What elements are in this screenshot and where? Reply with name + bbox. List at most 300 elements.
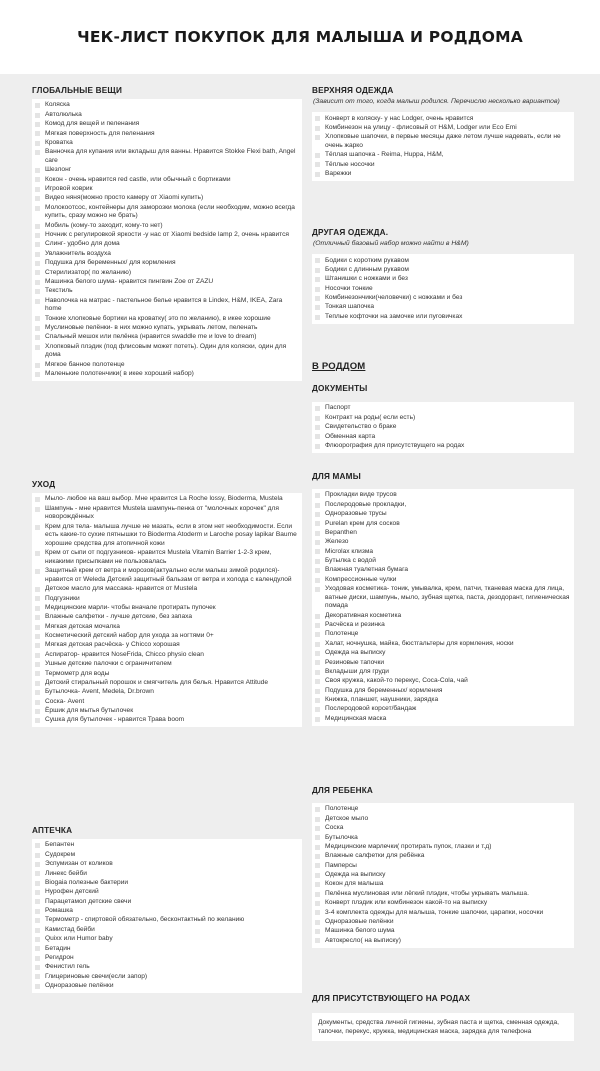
section-pharmacy — [32, 826, 302, 993]
checklist-item[interactable] — [34, 850, 299, 859]
checklist-item[interactable] — [34, 879, 299, 888]
checklist-box — [32, 99, 302, 381]
checkbox-icon[interactable] — [35, 625, 40, 630]
checkbox-icon[interactable] — [315, 559, 320, 564]
checklist-item[interactable] — [34, 669, 299, 678]
checklist-item[interactable] — [34, 342, 299, 360]
checklist-item[interactable] — [314, 908, 571, 917]
checklist-item[interactable] — [34, 148, 299, 166]
checklist-item[interactable] — [34, 954, 299, 963]
checklist-item[interactable] — [314, 824, 571, 833]
checkbox-icon[interactable] — [35, 862, 40, 867]
checkbox-icon[interactable] — [315, 670, 320, 675]
checkbox-icon[interactable] — [315, 717, 320, 722]
checklist-item[interactable] — [34, 296, 299, 314]
checkbox-icon[interactable] — [315, 434, 320, 439]
checklist-item[interactable] — [314, 833, 571, 842]
checklist-item[interactable] — [314, 303, 571, 312]
checklist-item[interactable] — [34, 632, 299, 641]
checklist-item[interactable] — [34, 139, 299, 148]
checkbox-icon[interactable] — [35, 843, 40, 848]
checklist-item[interactable] — [34, 935, 299, 944]
checklist-item[interactable] — [314, 510, 571, 519]
checklist-item[interactable] — [34, 660, 299, 669]
checkbox-icon[interactable] — [35, 853, 40, 858]
checklist-item-label: Нурофен детский — [45, 888, 99, 896]
checklist-item-label: Железо — [325, 538, 349, 546]
checkbox-icon[interactable] — [35, 596, 40, 601]
checkbox-icon[interactable] — [35, 507, 40, 512]
checklist-item-label: Глицериновые свечи(если запор) — [45, 972, 148, 980]
checklist-item-label: Ромашка — [45, 907, 73, 915]
checklist-item[interactable] — [34, 650, 299, 659]
checklist-item[interactable] — [34, 716, 299, 725]
checkbox-icon[interactable] — [35, 928, 40, 933]
checkbox-icon[interactable] — [315, 416, 320, 421]
checkbox-icon[interactable] — [35, 634, 40, 639]
checkbox-icon[interactable] — [315, 623, 320, 628]
checklist-item[interactable] — [34, 194, 299, 203]
checklist-box — [312, 803, 574, 948]
checklist-item[interactable] — [314, 151, 571, 160]
checkbox-icon[interactable] — [35, 497, 40, 502]
checklist-item-label: Видео няня(можно просто камеру от Xiaomi купить) — [45, 194, 204, 202]
checklist-item[interactable] — [314, 266, 571, 275]
checkbox-icon[interactable] — [315, 568, 320, 573]
checklist-item[interactable] — [314, 423, 571, 432]
checkbox-icon[interactable] — [35, 615, 40, 620]
checklist-item[interactable] — [314, 611, 571, 620]
checklist-item[interactable] — [34, 567, 299, 585]
checkbox-icon[interactable] — [315, 578, 320, 583]
checkbox-icon[interactable] — [315, 873, 320, 878]
checklist-item[interactable] — [314, 432, 571, 441]
checkbox-icon[interactable] — [35, 909, 40, 914]
checkbox-icon[interactable] — [35, 345, 40, 350]
checkbox-icon[interactable] — [315, 258, 320, 263]
checkbox-icon[interactable] — [315, 807, 320, 812]
checklist-item-label: Кроватка — [45, 138, 73, 146]
checklist-item[interactable] — [314, 275, 571, 284]
checkbox-icon[interactable] — [315, 587, 320, 592]
checkbox-icon[interactable] — [315, 305, 320, 310]
checkbox-icon[interactable] — [35, 168, 40, 173]
checkbox-icon[interactable] — [315, 938, 320, 943]
checklist-item[interactable] — [314, 918, 571, 927]
checkbox-icon[interactable] — [35, 299, 40, 304]
checkbox-icon[interactable] — [315, 892, 320, 897]
checklist-item-label: Игровой коврик — [45, 184, 93, 192]
checklist-item[interactable] — [314, 861, 571, 870]
checklist-item[interactable] — [314, 621, 571, 630]
checklist-item[interactable] — [34, 972, 299, 981]
checklist-item[interactable] — [34, 925, 299, 934]
checklist-item-label: Комбинезон на улицу - флисовый от H&M, Lodger или Eco Emi — [325, 123, 517, 131]
checklist-item[interactable] — [34, 287, 299, 296]
checkbox-icon[interactable] — [35, 187, 40, 192]
checklist-item[interactable] — [314, 871, 571, 880]
section-title: ДЛЯ ПРИСУТСТВУЮЩЕГО НА РОДАХ — [312, 994, 471, 1003]
checkbox-icon[interactable] — [315, 296, 320, 301]
checkbox-icon[interactable] — [35, 551, 40, 556]
checklist-item-label: Флюорография для присутствущего на родах — [325, 441, 465, 449]
checklist-item[interactable] — [34, 697, 299, 706]
checklist-item-label: Спальный мешок или пелёнка (нравится swaddle me и love to dream) — [45, 333, 257, 341]
checkbox-icon[interactable] — [35, 700, 40, 705]
checklist-item[interactable] — [314, 547, 571, 556]
hospital-heading — [312, 361, 574, 372]
checkbox-icon[interactable] — [35, 984, 40, 989]
checkbox-icon[interactable] — [315, 512, 320, 517]
checklist-item[interactable] — [314, 566, 571, 575]
checkbox-icon[interactable] — [35, 177, 40, 182]
checklist-item[interactable] — [34, 101, 299, 110]
checklist-item[interactable] — [314, 312, 571, 321]
checkbox-icon[interactable] — [35, 196, 40, 201]
checklist-item[interactable] — [34, 370, 299, 379]
checkbox-icon[interactable] — [35, 261, 40, 266]
checklist-item[interactable] — [34, 841, 299, 850]
checkbox-icon[interactable] — [35, 206, 40, 211]
checklist-item[interactable] — [314, 805, 571, 814]
checkbox-icon[interactable] — [315, 863, 320, 868]
checklist-item[interactable] — [314, 404, 571, 413]
checkbox-icon[interactable] — [315, 826, 320, 831]
section-title: ГЛОБАЛЬНЫЕ ВЕЩИ — [32, 86, 123, 95]
checklist-item[interactable] — [34, 333, 299, 342]
checklist-item-label: Медицинские марлечки( протирать пупок, глазки и т.д) — [325, 842, 492, 850]
checklist-item[interactable] — [34, 360, 299, 369]
checkbox-icon[interactable] — [315, 172, 320, 177]
checklist-item[interactable] — [314, 686, 571, 695]
checklist-item-label: Камистад бейби — [45, 925, 95, 933]
checklist-item[interactable] — [314, 442, 571, 451]
checklist-item[interactable] — [314, 927, 571, 936]
checklist-item[interactable] — [314, 852, 571, 861]
checkbox-icon[interactable] — [315, 540, 320, 545]
checklist-box — [32, 493, 302, 727]
checkbox-icon[interactable] — [315, 882, 320, 887]
checkbox-icon[interactable] — [35, 690, 40, 695]
checklist-item-label: Полотенце — [325, 805, 359, 813]
checklist-item[interactable] — [314, 256, 571, 265]
checklist-item[interactable] — [34, 504, 299, 522]
checklist-item-label: Мыло- любое на ваш выбор. Мне нравится La Roche lossy, Bioderma, Mustela — [45, 495, 283, 503]
checklist-item-label: Медицинские марли- чтобы вначале протирать пупочек — [45, 603, 216, 611]
checkbox-icon[interactable] — [35, 113, 40, 118]
checkbox-icon[interactable] — [315, 920, 320, 925]
checkbox-icon[interactable] — [35, 280, 40, 285]
checklist-item-label: Bepanthen — [325, 528, 357, 536]
checklist-item-label: Текстиль — [45, 287, 73, 295]
checkbox-icon[interactable] — [35, 662, 40, 667]
checkbox-icon[interactable] — [35, 587, 40, 592]
checkbox-icon[interactable] — [315, 689, 320, 694]
checkbox-icon[interactable] — [35, 946, 40, 951]
checklist-item[interactable] — [34, 549, 299, 567]
checkbox-icon[interactable] — [315, 444, 320, 449]
checkbox-icon[interactable] — [35, 103, 40, 108]
checklist-item[interactable] — [34, 613, 299, 622]
checkbox-icon[interactable] — [315, 698, 320, 703]
checkbox-icon[interactable] — [35, 974, 40, 979]
checklist-item[interactable] — [314, 133, 571, 151]
checkbox-icon[interactable] — [315, 549, 320, 554]
checklist-item-label: Судокрем — [45, 850, 76, 858]
checkbox-icon[interactable] — [35, 718, 40, 723]
checklist-item[interactable] — [314, 124, 571, 133]
checkbox-icon[interactable] — [35, 316, 40, 321]
checkbox-icon[interactable] — [35, 372, 40, 377]
checklist-item[interactable] — [314, 899, 571, 908]
checklist-item[interactable] — [34, 175, 299, 184]
section-subtitle: (Отличный базовый набор можно найти в H&M) — [313, 240, 469, 247]
checkbox-icon[interactable] — [35, 326, 40, 331]
checkbox-icon[interactable] — [35, 224, 40, 229]
checkbox-icon[interactable] — [35, 643, 40, 648]
checklist-item[interactable] — [314, 575, 571, 584]
checklist-item[interactable] — [34, 897, 299, 906]
checkbox-icon[interactable] — [315, 503, 320, 508]
checklist-item-label: Компрессионные чулки — [325, 575, 397, 583]
checkbox-icon[interactable] — [315, 425, 320, 430]
checklist-item-label: Хлопковый плэдик (под флисовым может потеть). Один для коляски, один для дома — [45, 342, 287, 359]
checklist-item[interactable] — [314, 936, 571, 945]
section-baby — [312, 786, 574, 948]
checklist-item[interactable] — [34, 860, 299, 869]
checkbox-icon[interactable] — [35, 606, 40, 611]
checkbox-icon[interactable] — [315, 854, 320, 859]
checklist-item-label: Регидрон — [45, 953, 74, 961]
checklist-item[interactable] — [34, 259, 299, 268]
checkbox-icon[interactable] — [35, 335, 40, 340]
checklist-item[interactable] — [34, 916, 299, 925]
checkbox-icon[interactable] — [315, 116, 320, 121]
checkbox-icon[interactable] — [35, 141, 40, 146]
checkbox-icon[interactable] — [35, 122, 40, 127]
checklist-item[interactable] — [34, 707, 299, 716]
checklist-item-label: Халат, ночнушка, майка, бюстгальтеры для кормления, носки — [325, 639, 514, 647]
checklist-item[interactable] — [314, 668, 571, 677]
section-care — [32, 480, 302, 727]
checklist-item-label: Обменная карта — [325, 432, 376, 440]
checklist-item[interactable] — [34, 268, 299, 277]
checkbox-icon[interactable] — [315, 162, 320, 167]
checkbox-icon[interactable] — [35, 918, 40, 923]
checklist-item[interactable] — [314, 170, 571, 179]
checkbox-icon[interactable] — [35, 363, 40, 368]
checklist-item[interactable] — [314, 500, 571, 509]
checkbox-icon[interactable] — [35, 233, 40, 238]
checklist-box — [312, 402, 574, 453]
checklist-item-label: Шампунь - мне нравится Mustela шампунь-пенка от "молочных корочек" для новорождённых — [45, 504, 279, 521]
checklist-item-label: Косметический детский набор для ухода за ногтями 0+ — [45, 632, 214, 640]
checklist-item[interactable] — [314, 649, 571, 658]
checkbox-icon[interactable] — [315, 845, 320, 850]
checklist-item-label: Автолюлька — [45, 110, 82, 118]
checklist-item[interactable] — [34, 120, 299, 129]
checkbox-icon[interactable] — [35, 150, 40, 155]
checklist-item-label: Коляска — [45, 101, 70, 109]
checkbox-icon[interactable] — [315, 642, 320, 647]
checklist-item[interactable] — [34, 278, 299, 287]
checkbox-icon[interactable] — [315, 901, 320, 906]
checklist-item-label: Тонкая шапочка — [325, 303, 375, 311]
checkbox-icon[interactable] — [315, 315, 320, 320]
checklist-box — [312, 489, 574, 726]
checkbox-icon[interactable] — [35, 871, 40, 876]
checklist-item[interactable] — [34, 907, 299, 916]
checklist-item[interactable] — [34, 231, 299, 240]
checkbox-icon[interactable] — [315, 126, 320, 131]
checklist-item[interactable] — [34, 688, 299, 697]
checklist-item-label: Конверт плэдик или комбинезон какой-то на выписку — [325, 899, 488, 907]
checklist-item-label: Кокон - очень нравится red castle, или обычный с бортиками — [45, 175, 231, 183]
checkbox-icon[interactable] — [315, 135, 320, 140]
checklist-item-label: Машинка белого шума — [325, 927, 395, 935]
checklist-item[interactable] — [34, 963, 299, 972]
checklist-item[interactable] — [34, 495, 299, 504]
checklist-item-label: Термометр - спиртовой обязательно, бесконтактный по желанию — [45, 916, 245, 924]
checklist-item[interactable] — [314, 880, 571, 889]
checklist-item-label: Одноразовые пелёнки — [325, 917, 394, 925]
checklist-item-label: Варежки — [325, 170, 352, 178]
checklist-item[interactable] — [314, 705, 571, 714]
checklist-item[interactable] — [34, 249, 299, 258]
checklist-item-label: Хлопковые шапочки, в первые месяцы даже летом лучше надевать, если не очень жарко — [325, 133, 561, 149]
section-global — [32, 86, 302, 381]
checklist-item-label: Стерилизатор( по желанию) — [45, 268, 132, 276]
checklist-item[interactable] — [314, 114, 571, 123]
checklist-item[interactable] — [314, 294, 571, 303]
checklist-item[interactable] — [34, 324, 299, 333]
checkbox-icon[interactable] — [315, 632, 320, 637]
checklist-item[interactable] — [314, 529, 571, 538]
checkbox-icon[interactable] — [35, 937, 40, 942]
checklist-item[interactable] — [314, 630, 571, 639]
checklist-item[interactable] — [34, 110, 299, 119]
checklist-item[interactable] — [314, 538, 571, 547]
checklist-item[interactable] — [34, 641, 299, 650]
checkbox-icon[interactable] — [315, 277, 320, 282]
checkbox-icon[interactable] — [35, 653, 40, 658]
checklist-item[interactable] — [34, 585, 299, 594]
checkbox-icon[interactable] — [315, 929, 320, 934]
checkbox-icon[interactable] — [35, 525, 40, 530]
checklist-item[interactable] — [314, 889, 571, 898]
checkbox-icon[interactable] — [35, 709, 40, 714]
checklist-item[interactable] — [314, 639, 571, 648]
checkbox-icon[interactable] — [35, 131, 40, 136]
checkbox-icon[interactable] — [35, 270, 40, 275]
checklist-item-label: Ёршик для мытья бутылочек — [45, 707, 134, 715]
checklist-item-label: Бутылочка — [325, 833, 358, 841]
checklist-item-label: Подушка для беременных/ кормления — [325, 686, 443, 694]
checkbox-icon[interactable] — [35, 881, 40, 886]
checkbox-icon[interactable] — [35, 681, 40, 686]
checklist-item[interactable] — [34, 622, 299, 631]
checkbox-icon[interactable] — [315, 660, 320, 665]
checkbox-icon[interactable] — [315, 614, 320, 619]
checklist-item-label: Quixx или Humor baby — [45, 935, 113, 943]
checklist-item[interactable] — [34, 982, 299, 991]
checklist-item[interactable] — [34, 869, 299, 878]
checkbox-icon[interactable] — [315, 521, 320, 526]
checkbox-icon[interactable] — [315, 651, 320, 656]
checklist-item[interactable] — [34, 221, 299, 230]
checkbox-icon[interactable] — [315, 268, 320, 273]
checklist-item[interactable] — [34, 604, 299, 613]
checklist-item[interactable] — [34, 888, 299, 897]
checkbox-icon[interactable] — [315, 910, 320, 915]
checkbox-icon[interactable] — [315, 531, 320, 536]
section-documents — [312, 384, 574, 453]
checkbox-icon[interactable] — [315, 153, 320, 158]
checklist-item[interactable] — [34, 240, 299, 249]
checkbox-icon[interactable] — [35, 289, 40, 294]
checklist-item[interactable] — [314, 677, 571, 686]
checkbox-icon[interactable] — [35, 242, 40, 247]
checkbox-icon[interactable] — [35, 671, 40, 676]
checkbox-icon[interactable] — [315, 287, 320, 292]
checklist-item-label: Тёплая шапочка - Reima, Huppa, H&M, — [325, 151, 444, 159]
checklist-item-label: Эспумизан от коликов — [45, 860, 113, 868]
checklist-item[interactable] — [34, 944, 299, 953]
section-title: ДРУГАЯ ОДЕЖДА. — [312, 228, 389, 237]
checkbox-icon[interactable] — [35, 252, 40, 257]
checklist-item[interactable] — [314, 160, 571, 169]
checkbox-icon[interactable] — [35, 569, 40, 574]
checklist-item[interactable] — [314, 519, 571, 528]
checklist-item-label: Книжка, планшет, наушники, зарядка — [325, 696, 439, 704]
checklist-item[interactable] — [314, 284, 571, 293]
checklist-item[interactable] — [34, 314, 299, 323]
checkbox-icon[interactable] — [315, 493, 320, 498]
checklist-item[interactable] — [34, 185, 299, 194]
checklist-item[interactable] — [34, 166, 299, 175]
checkbox-icon[interactable] — [35, 899, 40, 904]
checklist-item[interactable] — [314, 814, 571, 823]
checklist-item-label: Комбинезончики(человечки) с ножками и без — [325, 294, 463, 302]
checkbox-icon[interactable] — [315, 679, 320, 684]
checkbox-icon[interactable] — [315, 817, 320, 822]
checklist-item[interactable] — [34, 522, 299, 549]
checkbox-icon[interactable] — [315, 406, 320, 411]
checklist-item-label: Соска- Avent — [45, 697, 85, 705]
checklist-item[interactable] — [314, 714, 571, 723]
checklist-item[interactable] — [34, 679, 299, 688]
checklist-item[interactable] — [314, 843, 571, 852]
checkbox-icon[interactable] — [35, 956, 40, 961]
checklist-item[interactable] — [314, 491, 571, 500]
checklist-item[interactable] — [34, 594, 299, 603]
checklist-item[interactable] — [34, 129, 299, 138]
checkbox-icon[interactable] — [35, 890, 40, 895]
checklist-item[interactable] — [314, 696, 571, 705]
checklist-item-label: Бодики с длинным рукавом — [325, 265, 409, 273]
checkbox-icon[interactable] — [315, 835, 320, 840]
page-title: ЧЕК-ЛИСТ ПОКУПОК ДЛЯ МАЛЫША И РОДДОМА — [77, 28, 523, 46]
checklist-item[interactable] — [314, 658, 571, 667]
section-title: ДЛЯ РЕБЕНКА — [312, 786, 374, 795]
checklist-item[interactable] — [34, 203, 299, 221]
checklist-item[interactable] — [314, 557, 571, 566]
checkbox-icon[interactable] — [35, 965, 40, 970]
checkbox-icon[interactable] — [315, 707, 320, 712]
checklist-item[interactable] — [314, 585, 571, 612]
checklist-item[interactable] — [314, 413, 571, 422]
checklist-item-label: Муслиновые пелёнки- в них можно купать, укрывать летом, пеленать — [45, 324, 258, 332]
